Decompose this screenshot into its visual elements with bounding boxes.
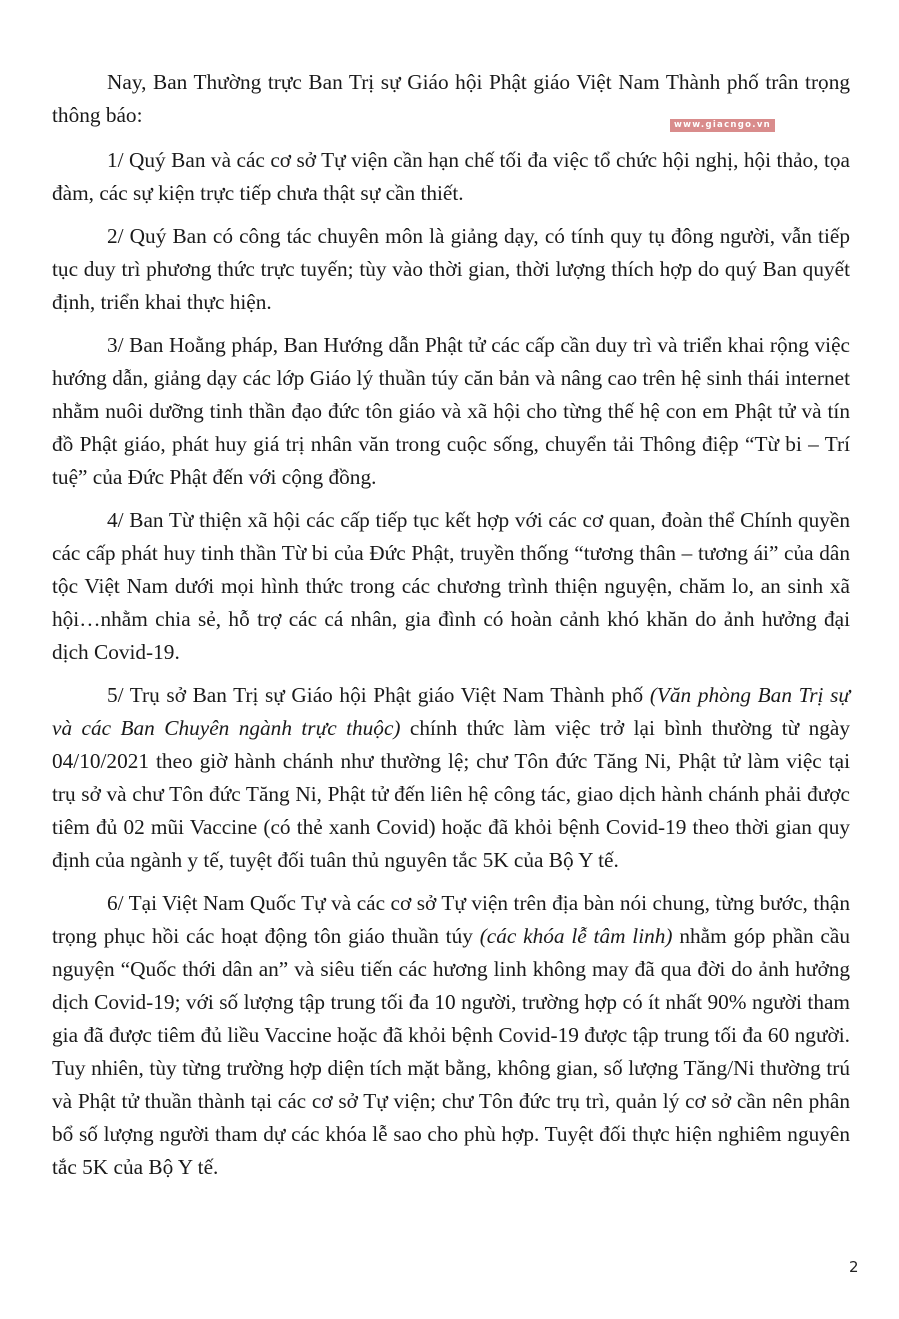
item-5-italic-note: (Văn phòng Ban Trị sự và các Ban Chuyên ngành trực thuộc) bbox=[52, 683, 850, 740]
item-paragraph-3: 3/ Ban Hoằng pháp, Ban Hướng dẫn Phật tử các cấp cần duy trì và triển khai rộng việc hướng dẫn, giảng dạy các lớp Giáo lý thuần túy căn bản và nâng cao trên hệ sinh thái internet nhằm nuôi dưỡng tinh thần đạo đức tôn giáo và xã hội cho từng thế hệ con em Phật tử và tín đồ Phật giáo, phát huy giá trị nhân văn trong cuộc sống, chuyển tải Thông điệp “Từ bi – Trí tuệ” của Đức Phật đến với cộng đồng. bbox=[52, 333, 850, 489]
item-paragraph-4: 4/ Ban Từ thiện xã hội các cấp tiếp tục kết hợp với các cơ quan, đoàn thể Chính quyền các cấp phát huy tinh thần Từ bi của Đức Phật, truyền thống “tương thân – tương ái” của dân tộc Việt Nam dưới mọi hình thức trong các chương trình thiện nguyện, chăm lo, an sinh xã hội…nhằm chia sẻ, hỗ trợ các cá nhân, gia đình có hoàn cảnh khó khăn do ảnh hưởng đại dịch Covid-19. bbox=[52, 508, 850, 664]
item-5-text-start: 5/ Trụ sở Ban Trị sự Giáo hội Phật giáo Việt Nam Thành phố bbox=[107, 683, 650, 707]
item-paragraph-5 bbox=[52, 679, 850, 877]
watermark-label: www.giacngo.vn bbox=[670, 119, 775, 132]
item-paragraph-6 bbox=[52, 887, 850, 1184]
item-paragraph-2: 2/ Quý Ban có công tác chuyên môn là giảng dạy, có tính quy tụ đông người, vẫn tiếp tục duy trì phương thức trực tuyến; tùy vào thời gian, thời lượng thích hợp do quý Ban quyết định, triển khai thực hiện. bbox=[52, 224, 850, 314]
item-5-text-end: chính thức làm việc trở lại bình thường từ ngày 04/10/2021 theo giờ hành chánh như thường lệ; chư Tôn đức Tăng Ni, Phật tử làm việc tại trụ sở và chư Tôn đức Tăng Ni, Phật tử đến liên hệ công tác, giao dịch hành chánh phải được tiêm đủ 02 mũi Vaccine (có thẻ xanh Covid) hoặc đã khỏi bệnh Covid-19 theo thời gian quy định của ngành y tế, tuyệt đối tuân thủ nguyên tắc 5K của Bộ Y tế. bbox=[52, 716, 850, 872]
item-6-text-start: 6/ Tại Việt Nam Quốc Tự và các cơ sở Tự viện trên địa bàn nói chung, từng bước, thận trọng phục hồi các hoạt động tôn giáo thuần túy bbox=[52, 891, 850, 948]
page-number: 2 bbox=[849, 1258, 859, 1276]
document-body bbox=[52, 66, 850, 1194]
item-6-text-end: nhằm góp phần cầu nguyện “Quốc thới dân an” và siêu tiến các hương linh không may đã qua đời do ảnh hưởng dịch Covid-19; với số lượng tập trung tối đa 10 người, trường hợp có ít nhất 90% người tham gia đã được tiêm đủ liều Vaccine hoặc đã khỏi bệnh Covid-19 được tập trung tối đa 60 người. Tuy nhiên, tùy từng trường hợp diện tích mặt bằng, không gian, số lượng Tăng/Ni thường trú và Phật tử thuần thành tại các cơ sở Tự viện; chư Tôn đức trụ trì, quản lý cơ sở cần nên phân bổ số lượng người tham dự các khóa lễ sao cho phù hợp. Tuyệt đối thực hiện nghiêm nguyên tắc 5K của Bộ Y tế. bbox=[52, 924, 850, 1179]
intro-paragraph: Nay, Ban Thường trực Ban Trị sự Giáo hội Phật giáo Việt Nam Thành phố trân trọng thông báo: bbox=[52, 70, 850, 127]
item-paragraph-1: 1/ Quý Ban và các cơ sở Tự viện cần hạn chế tối đa việc tổ chức hội nghị, hội thảo, tọa đàm, các sự kiện trực tiếp chưa thật sự cần thiết. bbox=[52, 148, 850, 205]
item-6-italic-note: (các khóa lễ tâm linh) bbox=[479, 924, 673, 948]
